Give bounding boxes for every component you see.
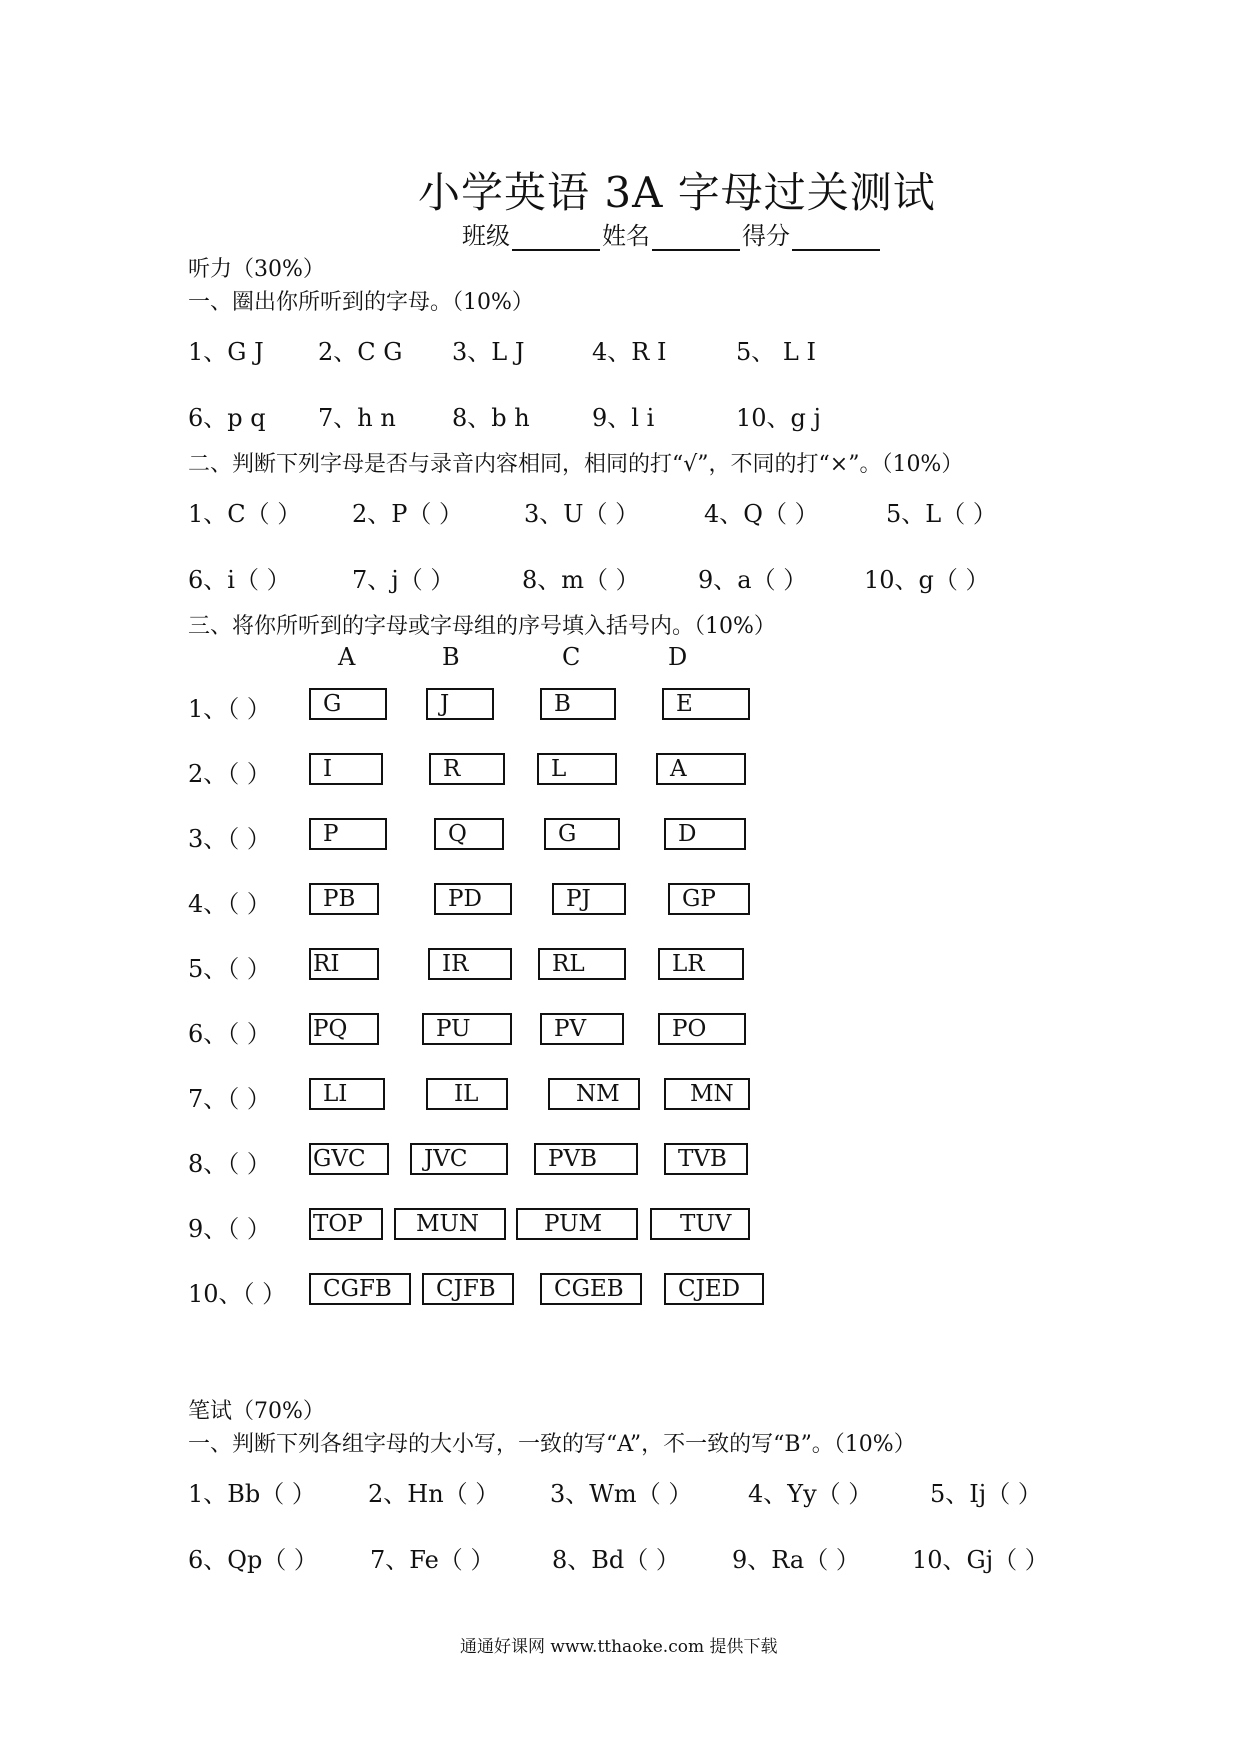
choice-box[interactable]: IR: [428, 948, 512, 980]
choice-box[interactable]: NM: [548, 1078, 640, 1110]
w1-item: 9、Ra（ ）: [732, 1546, 860, 1574]
choice-row-label: 1、（ ）: [188, 695, 271, 723]
choice-box[interactable]: Q: [434, 818, 504, 850]
choice-box[interactable]: MUN: [394, 1208, 506, 1240]
choice-box[interactable]: RI: [309, 948, 379, 980]
l1-item: 2、C G: [318, 338, 403, 366]
choice-row-label: 4、（ ）: [188, 890, 271, 918]
l1-item: 7、h n: [318, 404, 396, 432]
l1-item: 8、b h: [452, 404, 530, 432]
choice-box[interactable]: J: [426, 688, 494, 720]
listening-part3-title: 三、将你所听到的字母或字母组的序号填入括号内。（10%）: [188, 614, 776, 639]
w1-item: 10、Gj（ ）: [912, 1546, 1049, 1574]
l2-item: 8、m（ ）: [522, 566, 640, 594]
choice-box[interactable]: D: [664, 818, 746, 850]
choice-box[interactable]: CJED: [664, 1273, 764, 1305]
l2-item: 3、U（ ）: [524, 500, 640, 528]
column-header: A: [338, 643, 356, 671]
l1-item: 9、l i: [592, 404, 655, 432]
choice-box[interactable]: B: [540, 688, 616, 720]
choice-box[interactable]: TVB: [664, 1143, 748, 1175]
choice-box[interactable]: GVC: [309, 1143, 389, 1175]
l2-item: 10、g（ ）: [864, 566, 990, 594]
choice-box[interactable]: TOP: [309, 1208, 383, 1240]
choice-box[interactable]: CJFB: [422, 1273, 514, 1305]
student-info-row: [462, 216, 882, 251]
choice-box[interactable]: JVC: [410, 1143, 508, 1175]
choice-box[interactable]: I: [309, 753, 383, 785]
w1-item: 5、Ij（ ）: [930, 1480, 1042, 1508]
choice-row-label: 8、（ ）: [188, 1150, 271, 1178]
writing-part1-title: 一、判断下列各组字母的大小写，一致的写“A”，不一致的写“B”。（10%）: [188, 1432, 916, 1457]
l2-item: 1、C（ ）: [188, 500, 302, 528]
choice-box[interactable]: PB: [309, 883, 379, 915]
choice-box[interactable]: PJ: [552, 883, 626, 915]
score-blank[interactable]: [792, 227, 880, 251]
w1-item: 2、Hn（ ）: [368, 1480, 500, 1508]
l2-item: 5、L（ ）: [886, 500, 997, 528]
name-blank[interactable]: [652, 227, 740, 251]
l2-item: 4、Q（ ）: [704, 500, 819, 528]
w1-item: 8、Bd（ ）: [552, 1546, 680, 1574]
name-label: 姓名: [602, 222, 650, 250]
choice-box[interactable]: G: [309, 688, 387, 720]
l1-item: 3、L J: [452, 338, 525, 366]
choice-box[interactable]: PV: [540, 1013, 624, 1045]
l2-item: 6、i（ ）: [188, 566, 291, 594]
writing-heading: 笔试（70%）: [188, 1399, 325, 1424]
choice-box[interactable]: L: [537, 753, 617, 785]
choice-box[interactable]: R: [429, 753, 505, 785]
listening-part1-title: 一、圈出你所听到的字母。（10%）: [188, 290, 534, 315]
column-header: C: [562, 643, 581, 671]
choice-box[interactable]: TUV: [650, 1208, 750, 1240]
w1-item: 4、Yy（ ）: [748, 1480, 873, 1508]
l1-item: 4、R I: [592, 338, 667, 366]
w1-item: 6、Qp（ ）: [188, 1546, 318, 1574]
choice-row-label: 3、（ ）: [188, 825, 271, 853]
page-title: 小学英语 3A 字母过关测试: [418, 168, 936, 217]
w1-item: 1、Bb（ ）: [188, 1480, 316, 1508]
l1-item: 5、 L I: [736, 338, 816, 366]
choice-box[interactable]: E: [662, 688, 750, 720]
score-label: 得分: [742, 222, 790, 250]
choice-box[interactable]: CGFB: [309, 1273, 411, 1305]
choice-row-label: 10、（ ）: [188, 1280, 287, 1308]
choice-box[interactable]: A: [656, 753, 746, 785]
choice-box[interactable]: PVB: [534, 1143, 638, 1175]
choice-row-label: 9、（ ）: [188, 1215, 271, 1243]
choice-box[interactable]: PUM: [516, 1208, 638, 1240]
listening-heading: 听力（30%）: [188, 257, 325, 282]
class-label: 班级: [462, 222, 510, 250]
choice-row-label: 2、（ ）: [188, 760, 271, 788]
footer-source: 通通好课网 www.tthaoke.com 提供下载: [460, 1637, 778, 1657]
choice-box[interactable]: LI: [309, 1078, 385, 1110]
choice-box[interactable]: PO: [658, 1013, 746, 1045]
column-header: D: [668, 643, 688, 671]
l1-item: 1、G J: [188, 338, 264, 366]
l2-item: 2、P（ ）: [352, 500, 464, 528]
choice-box[interactable]: G: [544, 818, 620, 850]
choice-box[interactable]: MN: [664, 1078, 750, 1110]
choice-box[interactable]: PD: [434, 883, 512, 915]
l1-item: 10、g j: [736, 404, 821, 432]
choice-box[interactable]: P: [309, 818, 387, 850]
choice-box[interactable]: IL: [426, 1078, 508, 1110]
w1-item: 3、Wm（ ）: [550, 1480, 693, 1508]
l1-item: 6、p q: [188, 404, 266, 432]
choice-box[interactable]: LR: [658, 948, 744, 980]
w1-item: 7、Fe（ ）: [370, 1546, 495, 1574]
choice-box[interactable]: RL: [538, 948, 626, 980]
choice-box[interactable]: PU: [422, 1013, 512, 1045]
choice-box[interactable]: CGEB: [540, 1273, 642, 1305]
choice-box[interactable]: GP: [668, 883, 750, 915]
l2-item: 7、j（ ）: [352, 566, 455, 594]
l2-item: 9、a（ ）: [698, 566, 808, 594]
choice-row-label: 7、（ ）: [188, 1085, 271, 1113]
class-blank[interactable]: [512, 227, 600, 251]
choice-box[interactable]: PQ: [309, 1013, 379, 1045]
choice-row-label: 5、（ ）: [188, 955, 271, 983]
listening-part2-title: 二、判断下列字母是否与录音内容相同，相同的打“√”，不同的打“×”。（10%）: [188, 452, 964, 477]
column-header: B: [442, 643, 460, 671]
choice-row-label: 6、（ ）: [188, 1020, 271, 1048]
